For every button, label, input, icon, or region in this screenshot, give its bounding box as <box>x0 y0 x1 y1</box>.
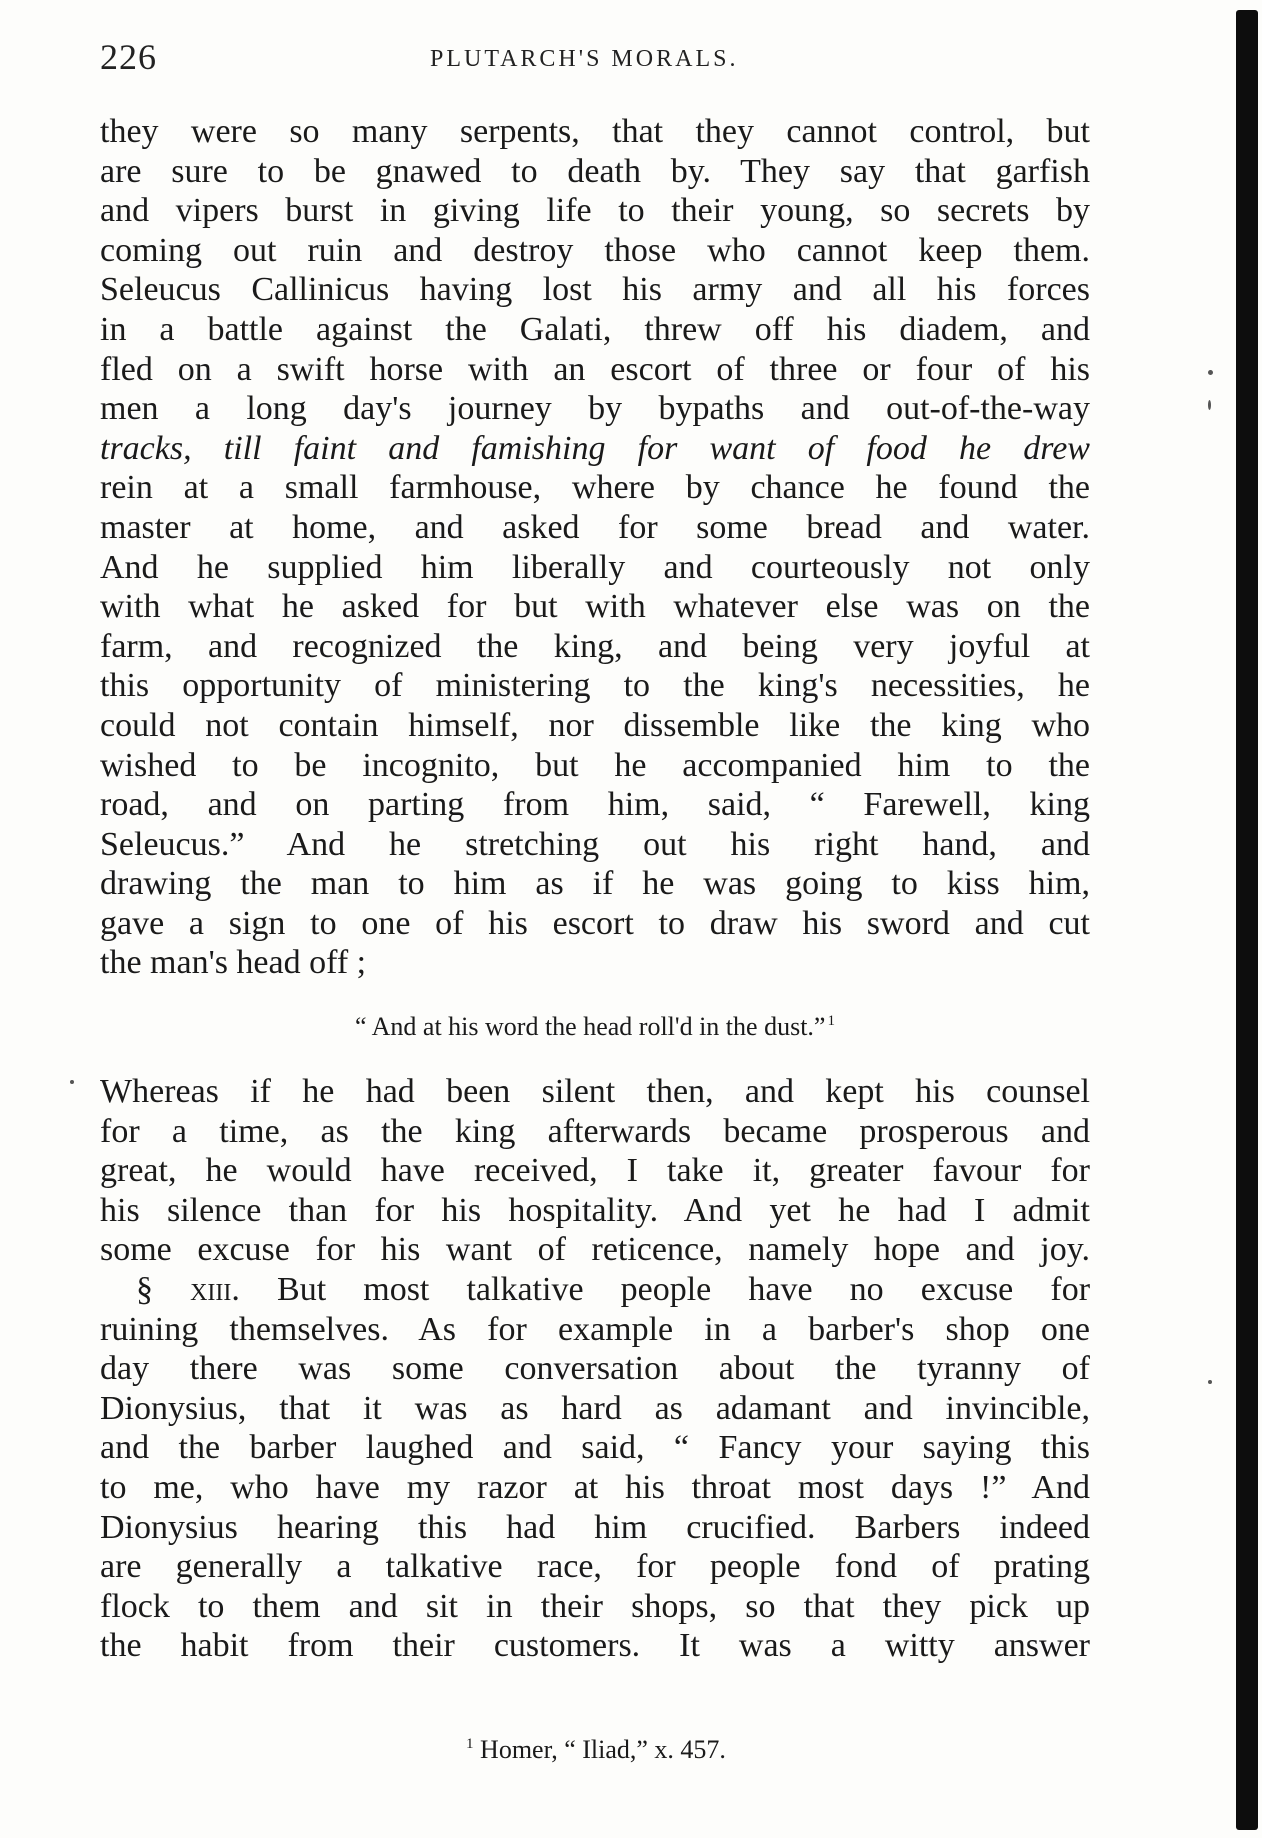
footnote-number: 1 <box>466 1736 474 1753</box>
scan-speck <box>1208 400 1211 410</box>
continuation-text <box>100 1072 1090 1666</box>
page-edge-shadow <box>1232 0 1262 1838</box>
text-line: drawing the man to him as if he was going to kiss him, <box>100 865 1090 903</box>
text-line: rein at a small farmhouse, where by chance he found the <box>100 469 1090 507</box>
text-line: Dionysius hearing this had him crucified. Barbers indeed <box>100 1508 1090 1546</box>
text-line: Seleucus.” And he stretching out his right hand, and <box>100 825 1090 863</box>
scan-speck <box>70 1080 74 1084</box>
quotation-text: “ And at his word the head roll'd in the dust.” <box>355 1012 826 1041</box>
paragraph-silence <box>100 1072 1090 1270</box>
text-line: tracks, till faint and famishing for want of food he drew <box>100 429 1090 467</box>
text-line: are generally a talkative race, for people fond of prating <box>100 1548 1090 1586</box>
verse-quotation <box>100 1012 1090 1042</box>
text-line: great, he would have received, I take it, greater favour for <box>100 1152 1090 1190</box>
text-line: for a time, as the king afterwards became prosperous and <box>100 1112 1090 1150</box>
text-line: ruining themselves. As for example in a barber's shop one <box>100 1310 1090 1348</box>
running-head <box>100 36 1090 86</box>
text-line <box>100 1270 1090 1310</box>
scan-speck <box>1208 370 1213 375</box>
running-title: PLUTARCH'S MORALS. <box>430 46 739 72</box>
text-line: are sure to be gnawed to death by. They say that garfish <box>100 152 1090 190</box>
text-line: coming out ruin and destroy those who cannot keep them. <box>100 231 1090 269</box>
text-line: to me, who have my razor at his throat most days !” And <box>100 1468 1090 1506</box>
footnote-marker: 1 <box>827 1013 835 1030</box>
text-line: the man's head off ; <box>100 944 367 982</box>
paragraph-seleucus <box>100 112 1090 983</box>
text-line: gave a sign to one of his escort to draw his sword and cut <box>100 904 1090 942</box>
text-line: some excuse for his want of reticence, namely hope and joy. <box>100 1231 1090 1269</box>
text-line: day there was some conversation about the tyranny of <box>100 1350 1090 1388</box>
text-line: his silence than for his hospitality. And yet he had I admit <box>100 1191 1090 1229</box>
page-number: 226 <box>100 37 157 77</box>
text-line: And he supplied him liberally and courteously not only <box>100 548 1090 586</box>
scan-speck <box>1208 1380 1212 1384</box>
text-line: the habit from their customers. It was a witty answer <box>100 1627 1090 1665</box>
footnote <box>100 1735 1090 1765</box>
text-line: Dionysius, that it was as hard as adamant and invincible, <box>100 1389 1090 1427</box>
text-line: Seleucus Callinicus having lost his army and all his forces <box>100 271 1090 309</box>
text-line: this opportunity of ministering to the king's necessities, he <box>100 667 1090 705</box>
text-line: wished to be incognito, but he accompanied him to the <box>100 746 1090 784</box>
section-number: § xiii. <box>136 1270 240 1308</box>
binding-edge <box>1236 10 1258 1830</box>
text-line: and the barber laughed and said, “ Fancy your saying this <box>100 1429 1090 1467</box>
text-line: flock to them and sit in their shops, so that they pick up <box>100 1587 1090 1625</box>
text-line: men a long day's journey by bypaths and out-of-the-way <box>100 390 1090 428</box>
text-line: in a battle against the Galati, threw off his diadem, and <box>100 310 1090 348</box>
text-line: and vipers burst in giving life to their young, so secrets by <box>100 192 1090 230</box>
text-line: they were so many serpents, that they cannot control, but <box>100 113 1090 150</box>
paragraph-section-xiii <box>100 1270 1090 1666</box>
section-first-line: But most talkative people have no excuse for <box>277 1270 1091 1308</box>
text-line: fled on a swift horse with an escort of three or four of his <box>100 350 1090 388</box>
text-line: farm, and recognized the king, and being very joyful at <box>100 627 1090 665</box>
text-line: with what he asked for but with whatever else was on the <box>100 588 1090 626</box>
text-line: master at home, and asked for some bread and water. <box>100 508 1090 546</box>
body-text <box>100 112 1090 983</box>
text-line: could not contain himself, nor dissemble like the king who <box>100 706 1090 744</box>
footnote-text: Homer, “ Iliad,” x. 457. <box>480 1735 726 1764</box>
text-line: Whereas if he had been silent then, and kept his counsel <box>100 1073 1090 1110</box>
text-line: road, and on parting from him, said, “ Farewell, king <box>100 786 1090 824</box>
